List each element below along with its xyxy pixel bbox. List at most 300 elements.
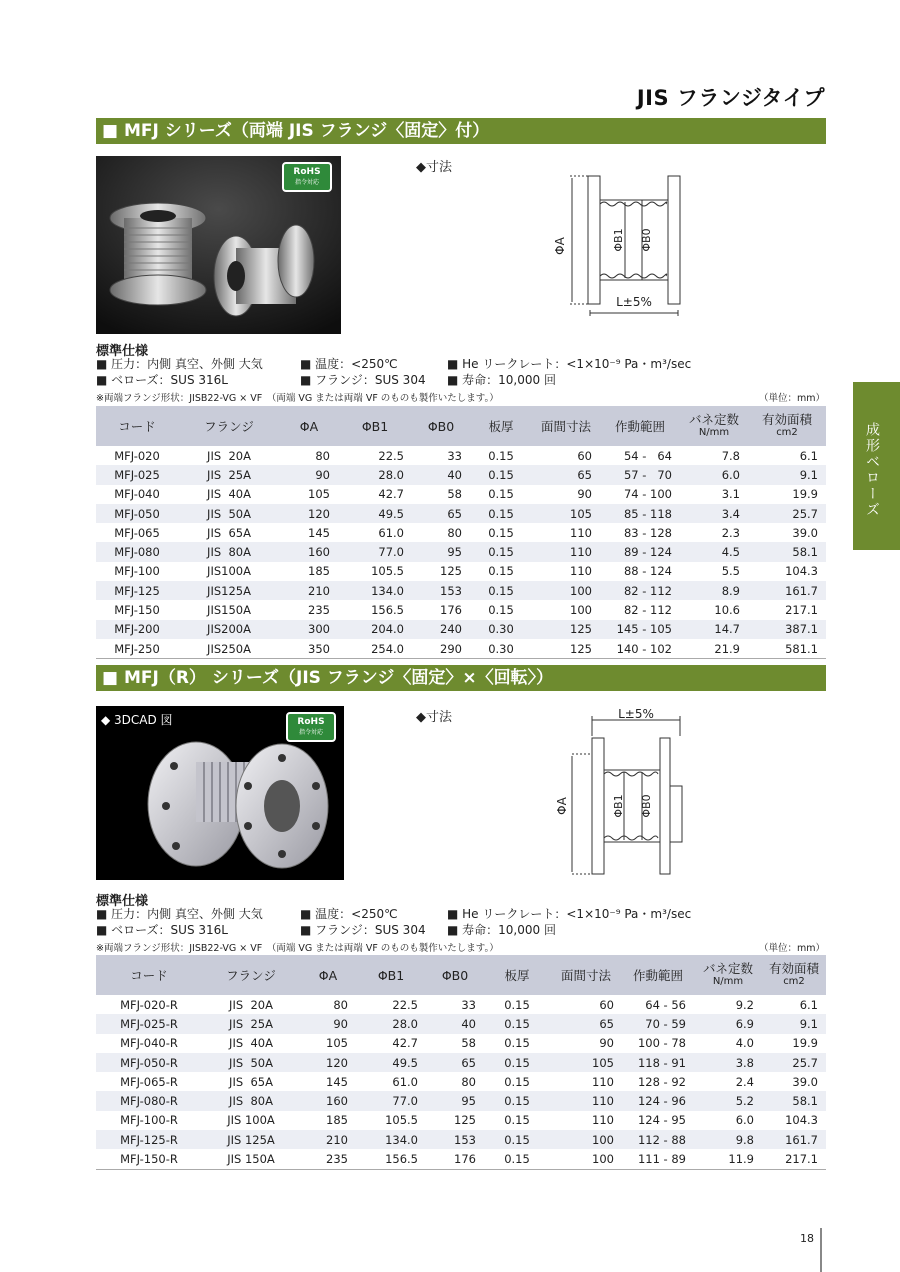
cell-effective-area: 19.9 xyxy=(792,487,818,502)
cell-phi-a: 350 xyxy=(280,639,338,659)
cell-phi-a: 90 xyxy=(280,465,338,484)
cell-flange: JIS150A xyxy=(207,603,251,618)
cell-spring-rate: 6.0 xyxy=(735,1113,754,1128)
cell-phi-b1: 77.0 xyxy=(356,1091,426,1110)
cell-flange: JIS 20A xyxy=(207,448,251,463)
cell-phi-b1: 28.0 xyxy=(338,465,412,484)
cell-code: MFJ-025-R xyxy=(96,1014,202,1033)
spec-temperature: ■ 温度：<250℃ xyxy=(300,357,398,371)
col-face-distance: 面間寸法 xyxy=(550,955,622,995)
cell-stroke-range: 100 - 78 xyxy=(637,1036,686,1051)
spec-pressure: ■ 圧力：内側 真空、外側 大気 xyxy=(96,357,263,371)
table-row xyxy=(96,1014,826,1033)
cell-code: MFJ-125 xyxy=(96,581,178,600)
cell-effective-area: 39.0 xyxy=(792,1074,818,1089)
cell-face-distance: 90 xyxy=(599,1036,614,1051)
cell-stroke-range: 54 - 64 xyxy=(623,448,672,463)
spec-table-mfj xyxy=(96,406,826,659)
cell-flange: JIS 50A xyxy=(178,504,280,523)
cell-phi-a: 80 xyxy=(315,448,330,463)
table-row xyxy=(96,562,826,581)
cell-phi-b0: 40 xyxy=(426,1014,484,1033)
col-effective-area xyxy=(748,406,826,446)
cell-spring-rate: 6.0 xyxy=(680,465,748,484)
cell-code: MFJ-080-R xyxy=(96,1091,202,1110)
cell-phi-b1: 49.5 xyxy=(338,504,412,523)
cell-thickness: 0.15 xyxy=(488,448,514,463)
unit-note: （単位：mm） xyxy=(758,393,825,404)
spec-heading: 標準仕様 xyxy=(96,344,149,359)
table-row xyxy=(96,995,826,1014)
cell-spring-rate: 3.8 xyxy=(694,1053,762,1072)
cell-spring-rate: 4.5 xyxy=(680,542,748,561)
cell-stroke-range: 124 - 96 xyxy=(622,1091,694,1110)
diagram-label-phi-a: ΦA xyxy=(555,797,569,815)
cell-code: MFJ-065-R xyxy=(120,1074,178,1089)
cell-effective-area: 161.7 xyxy=(762,1130,826,1149)
cell-phi-b0: 153 xyxy=(412,581,470,600)
cell-face-distance: 110 xyxy=(592,1074,614,1089)
spec-flange: ■ フランジ：SUS 304 xyxy=(300,923,426,937)
cell-stroke-range: 128 - 92 xyxy=(637,1074,686,1089)
spec-lifetime: ■ 寿命：10,000 回 xyxy=(447,923,556,937)
col-spring-rate xyxy=(680,406,748,446)
cell-face-distance: 110 xyxy=(592,1113,614,1128)
cell-phi-b0: 58 xyxy=(447,487,462,502)
col-flange: フランジ xyxy=(178,406,280,446)
col-effective-area-label: 有効面積 xyxy=(761,412,812,427)
cell-effective-area: 6.1 xyxy=(799,997,818,1012)
diagram-label-phi-a: ΦA xyxy=(553,237,567,255)
cell-spring-rate: 11.9 xyxy=(694,1149,762,1169)
table-header-row xyxy=(96,406,826,446)
side-category-tab xyxy=(853,382,900,550)
page-title: JIS フランジタイプ xyxy=(636,86,825,110)
cell-face-distance: 100 xyxy=(550,1149,622,1169)
cell-phi-b1: 156.5 xyxy=(371,603,404,618)
spec-leak-rate: ■ He リークレート：<1×10⁻⁹ Pa・m³/sec xyxy=(447,907,692,921)
cell-phi-b0: 33 xyxy=(447,448,462,463)
cell-stroke-range: 88 - 124 xyxy=(623,564,672,579)
cell-spring-rate: 5.2 xyxy=(694,1091,762,1110)
cell-spring-rate: 8.9 xyxy=(680,581,748,600)
flange-shape-note: ※両端フランジ形状：JISB22-VG × VF （両端 VG または両端 VF のものも製作いたします。） xyxy=(96,393,499,404)
cell-thickness: 0.15 xyxy=(484,1130,550,1149)
cell-stroke-range: 57 - 70 xyxy=(600,465,680,484)
cell-flange: JIS 65A xyxy=(207,525,251,540)
cell-flange: JIS250A xyxy=(178,639,280,659)
cell-spring-rate: 2.4 xyxy=(735,1074,754,1089)
cell-thickness: 0.15 xyxy=(484,1053,550,1072)
cell-phi-b1: 61.0 xyxy=(392,1074,418,1089)
table-row xyxy=(96,504,826,523)
cell-phi-a: 90 xyxy=(300,1014,356,1033)
cell-phi-b1: 22.5 xyxy=(392,997,418,1012)
diagram-label-length: L±5% xyxy=(616,295,652,309)
cell-stroke-range: 118 - 91 xyxy=(622,1053,694,1072)
table-row xyxy=(96,485,826,504)
cell-phi-a: 80 xyxy=(333,997,348,1012)
spec-leak-rate: ■ He リークレート：<1×10⁻⁹ Pa・m³/sec xyxy=(447,357,692,371)
cell-effective-area: 217.1 xyxy=(762,1149,826,1169)
cell-spring-rate: 7.8 xyxy=(721,448,740,463)
cell-flange: JIS 65A xyxy=(229,1074,273,1089)
cell-face-distance: 110 xyxy=(550,1091,622,1110)
cell-phi-b1: 134.0 xyxy=(338,581,412,600)
table-row xyxy=(96,620,826,639)
dimension-heading: ◆寸法 xyxy=(416,160,452,175)
spec-table-body xyxy=(96,995,826,1169)
cell-stroke-range: 70 - 59 xyxy=(622,1014,694,1033)
diagram-label-phi-b1: ΦB1 xyxy=(612,794,625,818)
side-tab-label: 成形ベローズ xyxy=(864,422,880,518)
cell-flange: JIS 50A xyxy=(202,1053,300,1072)
table-row xyxy=(96,1111,826,1130)
cell-effective-area: 104.3 xyxy=(785,564,818,579)
cell-thickness: 0.15 xyxy=(470,504,532,523)
col-spring-rate xyxy=(694,955,762,995)
cell-phi-b1: 42.7 xyxy=(378,487,404,502)
cell-stroke-range: 82 - 112 xyxy=(623,603,672,618)
cell-effective-area: 387.1 xyxy=(748,620,826,639)
cell-thickness: 0.15 xyxy=(488,525,514,540)
col-spring-rate-label: バネ定数 xyxy=(702,961,753,976)
dimension-diagram-mfj xyxy=(550,170,710,320)
cell-phi-b0: 95 xyxy=(426,1091,484,1110)
cell-flange: JIS 25A xyxy=(178,465,280,484)
cad-caption: ◆ 3DCAD 図 xyxy=(101,713,173,727)
cell-stroke-range: 64 - 56 xyxy=(645,997,686,1012)
spec-table-mfj-r xyxy=(96,955,826,1170)
cell-thickness: 0.30 xyxy=(470,639,532,659)
cell-phi-a: 185 xyxy=(326,1113,348,1128)
cell-code: MFJ-040-R xyxy=(120,1036,178,1051)
cell-face-distance: 100 xyxy=(550,1130,622,1149)
cell-face-distance: 110 xyxy=(532,542,600,561)
col-phi-b0: ΦB0 xyxy=(426,955,484,995)
cell-face-distance: 65 xyxy=(532,465,600,484)
cell-phi-b0: 240 xyxy=(412,620,470,639)
table-row xyxy=(96,446,826,465)
cell-phi-b0: 80 xyxy=(447,525,462,540)
spec-table-body xyxy=(96,446,826,659)
col-stroke-range: 作動範囲 xyxy=(600,406,680,446)
cell-thickness: 0.15 xyxy=(484,1014,550,1033)
cell-code: MFJ-125-R xyxy=(96,1130,202,1149)
cell-spring-rate: 4.0 xyxy=(735,1036,754,1051)
table-row xyxy=(96,523,826,542)
cell-phi-a: 210 xyxy=(280,581,338,600)
cell-phi-b1: 156.5 xyxy=(356,1149,426,1169)
cell-thickness: 0.15 xyxy=(488,564,514,579)
col-effective-area-unit: cm2 xyxy=(783,976,805,987)
table-row xyxy=(96,1091,826,1110)
cell-effective-area: 9.1 xyxy=(748,465,826,484)
col-phi-b0: ΦB0 xyxy=(412,406,470,446)
rohs-badge-title: RoHS xyxy=(297,717,325,727)
table-row xyxy=(96,465,826,484)
cell-face-distance: 105 xyxy=(532,504,600,523)
cell-code: MFJ-040 xyxy=(114,487,160,502)
col-effective-area xyxy=(762,955,826,995)
cell-face-distance: 60 xyxy=(577,448,592,463)
cell-face-distance: 60 xyxy=(599,997,614,1012)
dimension-diagram-mfj-r xyxy=(550,706,710,886)
cell-phi-b0: 95 xyxy=(412,542,470,561)
cell-stroke-range: 74 - 100 xyxy=(623,487,672,502)
cell-stroke-range: 145 - 105 xyxy=(600,620,680,639)
cell-thickness: 0.15 xyxy=(484,1149,550,1169)
cell-phi-a: 105 xyxy=(308,487,330,502)
cell-code: MFJ-250 xyxy=(96,639,178,659)
col-flange: フランジ xyxy=(202,955,300,995)
rohs-badge-subtitle: 指令対応 xyxy=(294,179,319,186)
cell-effective-area: 39.0 xyxy=(792,525,818,540)
cell-spring-rate: 3.4 xyxy=(680,504,748,523)
cell-spring-rate: 9.2 xyxy=(735,997,754,1012)
cell-phi-a: 120 xyxy=(280,504,338,523)
cell-effective-area: 58.1 xyxy=(748,542,826,561)
cell-thickness: 0.30 xyxy=(470,620,532,639)
cell-code: MFJ-020 xyxy=(114,448,160,463)
col-stroke-range: 作動範囲 xyxy=(622,955,694,995)
cell-thickness: 0.15 xyxy=(488,487,514,502)
cell-face-distance: 65 xyxy=(550,1014,622,1033)
cell-phi-a: 300 xyxy=(280,620,338,639)
col-code: コード xyxy=(96,406,178,446)
spec-heading: 標準仕様 xyxy=(96,894,149,909)
cell-thickness: 0.15 xyxy=(504,1036,530,1051)
section-title-mfj-r: ■ MFJ（R） シリーズ（JIS フランジ〈固定〉×〈回転〉） xyxy=(96,665,826,691)
col-effective-area-label: 有効面積 xyxy=(768,961,819,976)
cell-phi-b1: 61.0 xyxy=(378,525,404,540)
diagram-label-phi-b0: ΦB0 xyxy=(640,228,653,252)
spec-temperature: ■ 温度：<250℃ xyxy=(300,907,398,921)
dimension-heading: ◆寸法 xyxy=(416,710,452,725)
cell-flange: JIS 100A xyxy=(227,1113,275,1128)
page-number: 18 xyxy=(800,1232,814,1245)
cell-thickness: 0.15 xyxy=(470,542,532,561)
cell-face-distance: 100 xyxy=(532,581,600,600)
product-photo-mfj xyxy=(96,156,341,334)
cell-code: MFJ-080 xyxy=(96,542,178,561)
cell-code: MFJ-050 xyxy=(96,504,178,523)
cell-effective-area: 9.1 xyxy=(762,1014,826,1033)
cell-flange: JIS125A xyxy=(178,581,280,600)
cell-effective-area: 58.1 xyxy=(762,1091,826,1110)
cell-phi-b1: 105.5 xyxy=(385,1113,418,1128)
cell-stroke-range: 140 - 102 xyxy=(600,639,680,659)
cell-spring-rate: 5.5 xyxy=(721,564,740,579)
col-thickness: 板厚 xyxy=(484,955,550,995)
cell-phi-b1: 42.7 xyxy=(392,1036,418,1051)
cell-phi-b1: 28.0 xyxy=(356,1014,426,1033)
cell-flange: JIS 40A xyxy=(207,487,251,502)
cell-phi-b0: 65 xyxy=(412,504,470,523)
col-code: コード xyxy=(96,955,202,995)
cell-spring-rate: 14.7 xyxy=(680,620,748,639)
cell-face-distance: 125 xyxy=(532,639,600,659)
cell-face-distance: 105 xyxy=(550,1053,622,1072)
cell-phi-b0: 176 xyxy=(426,1149,484,1169)
cell-flange: JIS 80A xyxy=(178,542,280,561)
cell-phi-a: 185 xyxy=(308,564,330,579)
cell-phi-b1: 22.5 xyxy=(378,448,404,463)
cell-effective-area: 6.1 xyxy=(799,448,818,463)
cell-thickness: 0.15 xyxy=(488,603,514,618)
cell-flange: JIS 25A xyxy=(202,1014,300,1033)
cell-effective-area: 25.7 xyxy=(762,1053,826,1072)
cell-thickness: 0.15 xyxy=(484,1091,550,1110)
table-row xyxy=(96,581,826,600)
cell-thickness: 0.15 xyxy=(504,1074,530,1089)
cell-phi-b1: 49.5 xyxy=(356,1053,426,1072)
cell-face-distance: 100 xyxy=(570,603,592,618)
cell-stroke-range: 124 - 95 xyxy=(637,1113,686,1128)
cell-effective-area: 217.1 xyxy=(785,603,818,618)
col-thickness: 板厚 xyxy=(470,406,532,446)
cell-flange: JIS 40A xyxy=(229,1036,273,1051)
cell-phi-b0: 290 xyxy=(412,639,470,659)
cell-spring-rate: 21.9 xyxy=(680,639,748,659)
cell-code: MFJ-020-R xyxy=(120,997,178,1012)
cell-code: MFJ-025 xyxy=(96,465,178,484)
spec-flange: ■ フランジ：SUS 304 xyxy=(300,373,426,387)
cell-phi-b0: 80 xyxy=(461,1074,476,1089)
col-effective-area-unit: cm2 xyxy=(776,427,798,438)
cell-flange: JIS 150A xyxy=(202,1149,300,1169)
cell-phi-b1: 105.5 xyxy=(371,564,404,579)
cell-phi-b0: 153 xyxy=(426,1130,484,1149)
table-row xyxy=(96,1149,826,1169)
cell-face-distance: 110 xyxy=(570,525,592,540)
cell-code: MFJ-200 xyxy=(96,620,178,639)
cell-phi-a: 105 xyxy=(326,1036,348,1051)
cell-flange: JIS 80A xyxy=(202,1091,300,1110)
cell-phi-b0: 33 xyxy=(461,997,476,1012)
cell-thickness: 0.15 xyxy=(504,1113,530,1128)
cell-effective-area: 161.7 xyxy=(748,581,826,600)
col-phi-b1: ΦB1 xyxy=(338,406,412,446)
cell-thickness: 0.15 xyxy=(470,465,532,484)
cell-stroke-range: 89 - 124 xyxy=(600,542,680,561)
col-phi-b1: ΦB1 xyxy=(356,955,426,995)
cell-phi-b0: 65 xyxy=(426,1053,484,1072)
cell-phi-b0: 40 xyxy=(412,465,470,484)
cell-phi-a: 145 xyxy=(308,525,330,540)
diagram-label-phi-b1: ΦB1 xyxy=(612,228,625,252)
cell-spring-rate: 9.8 xyxy=(694,1130,762,1149)
cell-phi-b1: 204.0 xyxy=(338,620,412,639)
spec-bellows: ■ ベローズ：SUS 316L xyxy=(96,373,228,387)
cell-flange: JIS 20A xyxy=(229,997,273,1012)
rohs-badge-title: RoHS xyxy=(293,167,321,177)
col-face-distance: 面間寸法 xyxy=(532,406,600,446)
rohs-badge-subtitle: 指令対応 xyxy=(298,729,323,736)
table-row xyxy=(96,639,826,659)
table-row xyxy=(96,1130,826,1149)
product-photo-mfj-r xyxy=(96,706,344,880)
cell-phi-a: 235 xyxy=(300,1149,356,1169)
cell-thickness: 0.15 xyxy=(504,997,530,1012)
cell-stroke-range: 83 - 128 xyxy=(623,525,672,540)
cell-code: MFJ-065 xyxy=(114,525,160,540)
cell-phi-b0: 176 xyxy=(440,603,462,618)
rohs-badge xyxy=(282,162,332,192)
section-title-mfj: ■ MFJ シリーズ（両端 JIS フランジ〈固定〉付） xyxy=(96,118,826,144)
cell-code: MFJ-100-R xyxy=(120,1113,178,1128)
cell-phi-a: 120 xyxy=(300,1053,356,1072)
cell-spring-rate: 3.1 xyxy=(721,487,740,502)
cell-flange: JIS200A xyxy=(178,620,280,639)
cell-effective-area: 104.3 xyxy=(785,1113,818,1128)
cell-stroke-range: 85 - 118 xyxy=(600,504,680,523)
cell-phi-a: 160 xyxy=(280,542,338,561)
table-row xyxy=(96,1072,826,1091)
cell-flange: JIS100A xyxy=(207,564,251,579)
table-row xyxy=(96,1034,826,1053)
col-spring-rate-unit: N/mm xyxy=(698,427,730,438)
cell-phi-a: 145 xyxy=(326,1074,348,1089)
unit-note: （単位：mm） xyxy=(758,943,825,954)
cell-stroke-range: 82 - 112 xyxy=(600,581,680,600)
cell-code: MFJ-100 xyxy=(114,564,160,579)
col-spring-rate-unit: N/mm xyxy=(712,976,744,987)
cell-phi-b0: 58 xyxy=(461,1036,476,1051)
cell-phi-b1: 254.0 xyxy=(338,639,412,659)
cell-face-distance: 125 xyxy=(532,620,600,639)
cell-phi-a: 210 xyxy=(300,1130,356,1149)
cell-phi-a: 160 xyxy=(300,1091,356,1110)
cell-stroke-range: 111 - 89 xyxy=(622,1149,694,1169)
diagram-label-length: L±5% xyxy=(618,707,654,721)
diagram-label-phi-b0: ΦB0 xyxy=(640,794,653,818)
spec-pressure: ■ 圧力：内側 真空、外側 大気 xyxy=(96,907,263,921)
rohs-badge xyxy=(286,712,336,742)
cell-phi-b1: 77.0 xyxy=(338,542,412,561)
table-row xyxy=(96,1053,826,1072)
cell-face-distance: 110 xyxy=(570,564,592,579)
table-row xyxy=(96,600,826,619)
table-row xyxy=(96,542,826,561)
table-header-row xyxy=(96,955,826,995)
cell-code: MFJ-050-R xyxy=(96,1053,202,1072)
col-phi-a: ΦA xyxy=(300,955,356,995)
col-phi-a: ΦA xyxy=(280,406,338,446)
cell-face-distance: 90 xyxy=(577,487,592,502)
cell-phi-b1: 134.0 xyxy=(356,1130,426,1149)
cell-phi-a: 235 xyxy=(308,603,330,618)
flange-shape-note: ※両端フランジ形状：JISB22-VG × VF （両端 VG または両端 VF のものも製作いたします。） xyxy=(96,943,499,954)
cell-code: MFJ-150 xyxy=(114,603,160,618)
cell-spring-rate: 6.9 xyxy=(694,1014,762,1033)
cell-code: MFJ-150-R xyxy=(96,1149,202,1169)
cell-phi-b0: 125 xyxy=(454,1113,476,1128)
cell-flange: JIS 125A xyxy=(202,1130,300,1149)
cell-phi-b0: 125 xyxy=(440,564,462,579)
cell-stroke-range: 112 - 88 xyxy=(622,1130,694,1149)
page-number-rule xyxy=(820,1228,822,1272)
cell-effective-area: 25.7 xyxy=(748,504,826,523)
spec-bellows: ■ ベローズ：SUS 316L xyxy=(96,923,228,937)
cell-effective-area: 581.1 xyxy=(748,639,826,659)
spec-lifetime: ■ 寿命：10,000 回 xyxy=(447,373,556,387)
cell-spring-rate: 2.3 xyxy=(721,525,740,540)
col-spring-rate-label: バネ定数 xyxy=(688,412,739,427)
cell-thickness: 0.15 xyxy=(470,581,532,600)
cell-effective-area: 19.9 xyxy=(792,1036,818,1051)
cell-spring-rate: 10.6 xyxy=(714,603,740,618)
